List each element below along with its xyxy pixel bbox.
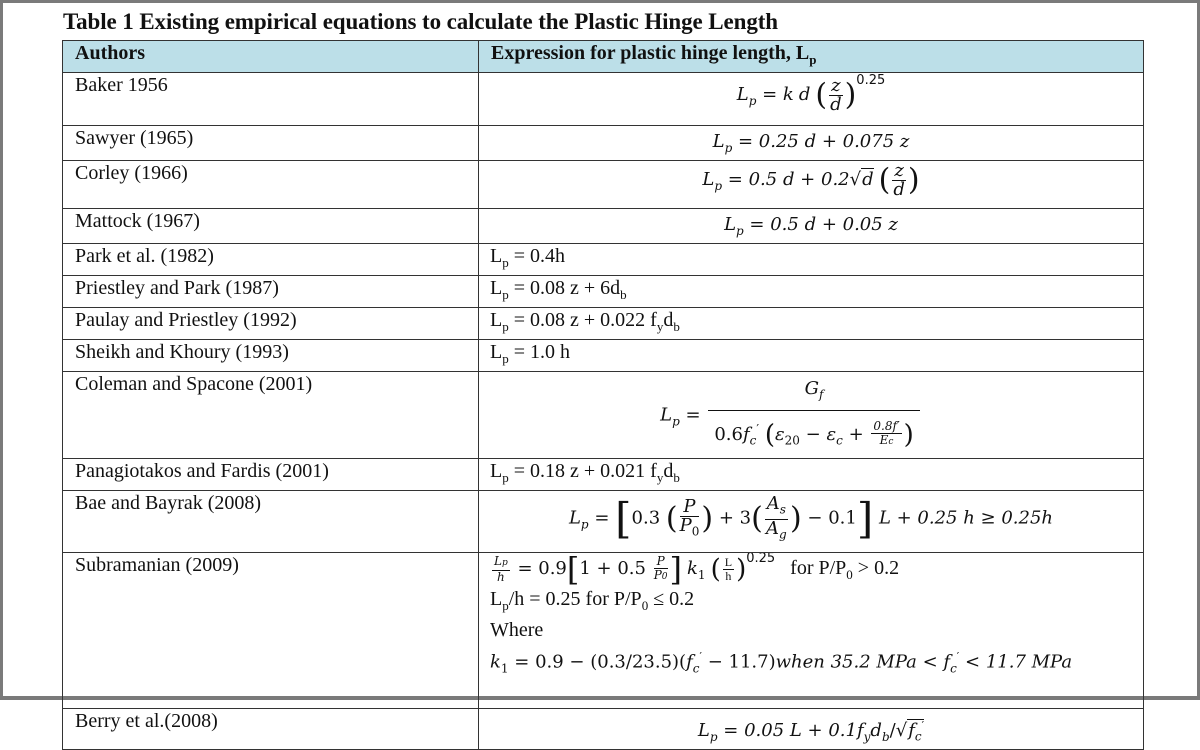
expression-cell: $L_p = 1.0$ h <box>479 340 1144 372</box>
table-row <box>63 276 1144 308</box>
expression-cell <box>479 709 1144 750</box>
equation-line-k1: $k_1 = 0.9 - (0.3/23.5)(f_c'$ − 11.7)when 35.2 MPa < $f_c' < 11.7$ MPa <box>490 650 1073 676</box>
equation-line-1: $\frac{Lp}{h}$ = 0.9[1 + 0.5 $\frac{P}{P0}$ ] $k_1$ ( $\frac{L}{h}$ )$^{0.25}$ for $P/P_0 > 0.2$ <box>494 552 900 589</box>
equation: $L_p = 0.25$ d + 0.075 z <box>712 131 910 155</box>
equation-line-2: $L_p/h = 0.25$ for $P/P_0 \le 0.2$ <box>490 588 695 614</box>
header-expression-text: Expression for plastic hinge length, L <box>491 42 810 64</box>
table-row <box>63 372 1144 459</box>
expression-cell <box>479 372 1144 459</box>
table-row <box>63 244 1144 276</box>
equation: $L_p$ = $G_f$ $0.6f_c'$ ($\varepsilon_{20} - \varepsilon_c$ + $\frac{0.8f'}{Ec}$ ) <box>660 374 922 458</box>
table-row <box>63 709 1144 750</box>
equation: $L_p = 0.5$ d + 0.05 z <box>724 214 898 238</box>
table-row <box>63 308 1144 340</box>
author-cell: Baker 1956 <box>63 73 479 126</box>
author-cell: Mattock (1967) <box>63 209 479 244</box>
expression-cell: $L_p = 0.08$ $z + 6d_b$ <box>479 276 1144 308</box>
header-expression <box>479 41 1144 73</box>
table-title: Table 1 Existing empirical equations to calculate the Plastic Hinge Length <box>63 9 778 34</box>
author-cell: Panagiotakos and Fardis (2001) <box>63 459 479 491</box>
equation: $L_p = k$ d ( $\frac{z}{d}$ )$^{0.25}$ <box>736 73 886 115</box>
author-cell: Sawyer (1965) <box>63 126 479 161</box>
author-cell: Corley (1966) <box>63 161 479 209</box>
plastic-hinge-table <box>62 40 1144 750</box>
expression-cell <box>479 553 1144 709</box>
equation: $L_p = 0.5$ d + 0.2√d ( $\frac{z}{d}$ ) <box>702 160 920 200</box>
author-cell: Sheikh and Khoury (1993) <box>63 340 479 372</box>
expression-cell <box>479 491 1144 553</box>
table-row <box>63 340 1144 372</box>
expression-cell: $L_p = 0.18$ z + 0.021 $f_yd_b$ <box>479 459 1144 491</box>
author-cell: Park et al. (1982) <box>63 244 479 276</box>
equation: $L_p = [0.3$ ( $\frac{P}{P_0}$ ) + 3( $\frac{A_s}{A_g}$ ) − 0.1] L + 0.25 h ≥ 0.25h <box>568 493 1054 544</box>
expression-cell <box>479 126 1144 161</box>
expression-cell <box>479 73 1144 126</box>
table-row <box>63 491 1144 553</box>
table-row <box>63 73 1144 126</box>
expression-cell <box>479 209 1144 244</box>
table-row <box>63 209 1144 244</box>
table-row <box>63 126 1144 161</box>
equation: $L_p = 0.05$ $L + 0.1f_yd_b/√f_c'$ <box>697 719 925 745</box>
table-row <box>63 161 1144 209</box>
table-header-row <box>63 41 1144 73</box>
where-label: Where <box>490 619 544 642</box>
table-row <box>63 459 1144 491</box>
author-cell: Priestley and Park (1987) <box>63 276 479 308</box>
author-cell: Coleman and Spacone (2001) <box>63 372 479 459</box>
author-cell: Bae and Bayrak (2008) <box>63 491 479 553</box>
expression-cell: $L_p = 0.08$ z + 0.022 $f_yd_b$ <box>479 308 1144 340</box>
expression-cell: $L_p = 0.4h$ <box>479 244 1144 276</box>
author-cell: Paulay and Priestley (1992) <box>63 308 479 340</box>
table-row <box>63 553 1144 709</box>
header-expression-subscript: p <box>809 52 817 67</box>
author-cell: Berry et al.(2008) <box>63 709 479 750</box>
author-cell: Subramanian (2009) <box>63 553 479 709</box>
expression-cell <box>479 161 1144 209</box>
header-authors: Authors <box>63 41 479 73</box>
